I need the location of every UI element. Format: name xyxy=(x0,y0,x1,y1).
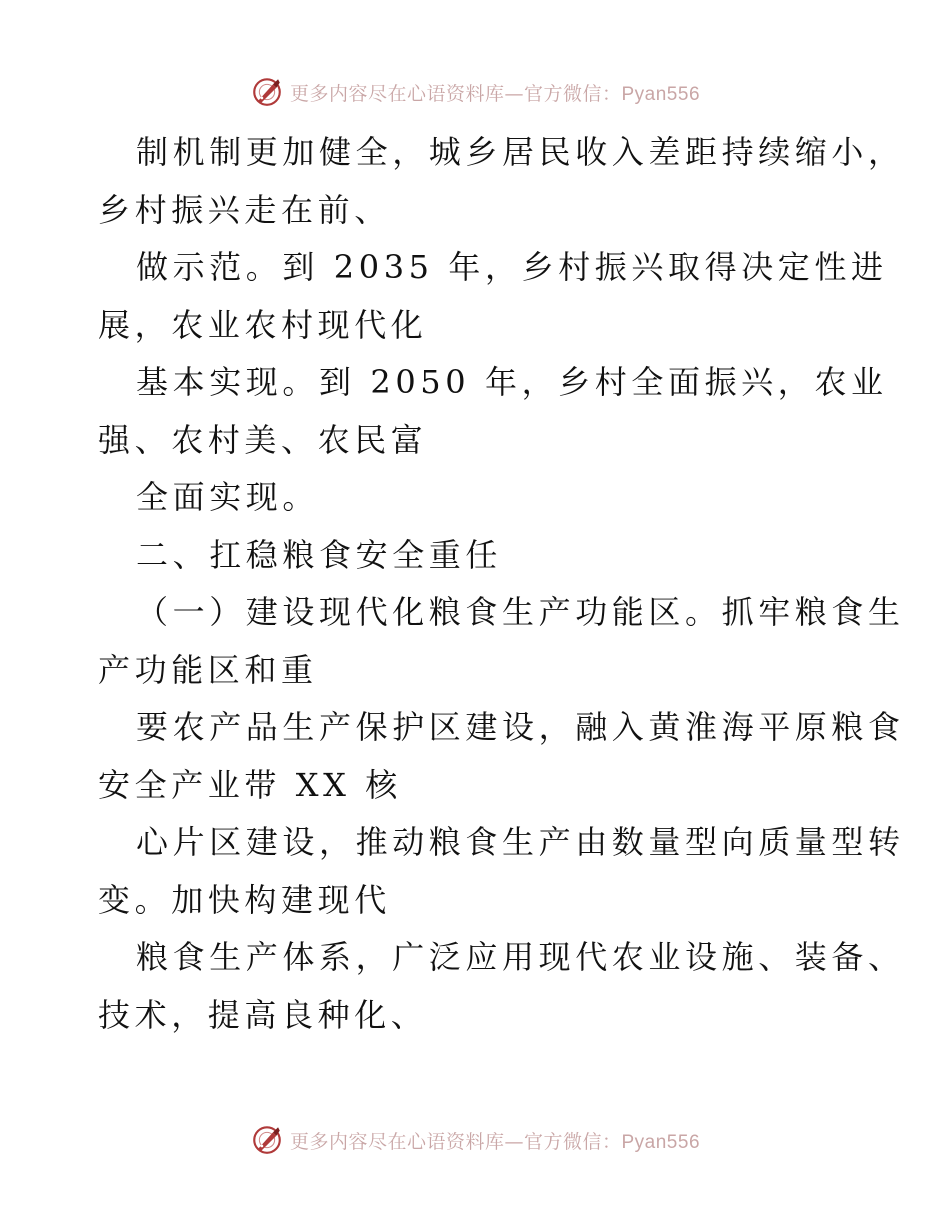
text-line: 技术，提高良种化、 xyxy=(98,995,428,1034)
footer-watermark xyxy=(0,1120,950,1160)
text-line: 二、扛稳粮食安全重任 xyxy=(136,535,503,574)
watermark-group xyxy=(250,75,700,109)
text-line: 变。加快构建现代 xyxy=(98,880,391,919)
pen-nib-circle-icon xyxy=(250,75,284,109)
header-watermark xyxy=(0,72,950,112)
text-line: 乡村振兴走在前、 xyxy=(98,190,391,229)
text-line: 要农产品生产保护区建设，融入黄淮海平原粮食 xyxy=(136,708,905,746)
document-body xyxy=(98,124,905,1044)
text-line: 强、农村美、农民富 xyxy=(98,420,428,459)
text-line: 基本实现。到 2050 年，乡村全面振兴，农业 xyxy=(136,363,888,401)
text-line: 产功能区和重 xyxy=(98,650,318,689)
text-line: 安全产业带 XX 核 xyxy=(98,765,402,804)
watermark-text: 更多内容尽在心语资料库—官方微信：Pyan556 xyxy=(289,1130,701,1153)
pen-nib-circle-icon xyxy=(250,1123,284,1157)
text-line: 展，农业农村现代化 xyxy=(98,305,428,344)
text-line: 制机制更加健全，城乡居民收入差距持续缩小， xyxy=(136,133,905,171)
text-line: 粮食生产体系，广泛应用现代农业设施、装备、 xyxy=(136,938,905,976)
text-line: 心片区建设，推动粮食生产由数量型向质量型转 xyxy=(136,823,905,861)
watermark-group xyxy=(250,1123,700,1157)
watermark-text: 更多内容尽在心语资料库—官方微信：Pyan556 xyxy=(289,82,701,105)
text-line: 做示范。到 2035 年，乡村振兴取得决定性进 xyxy=(136,248,888,286)
text-line: （一）建设现代化粮食生产功能区。抓牢粮食生 xyxy=(136,593,905,631)
text-line: 全面实现。 xyxy=(136,478,320,516)
